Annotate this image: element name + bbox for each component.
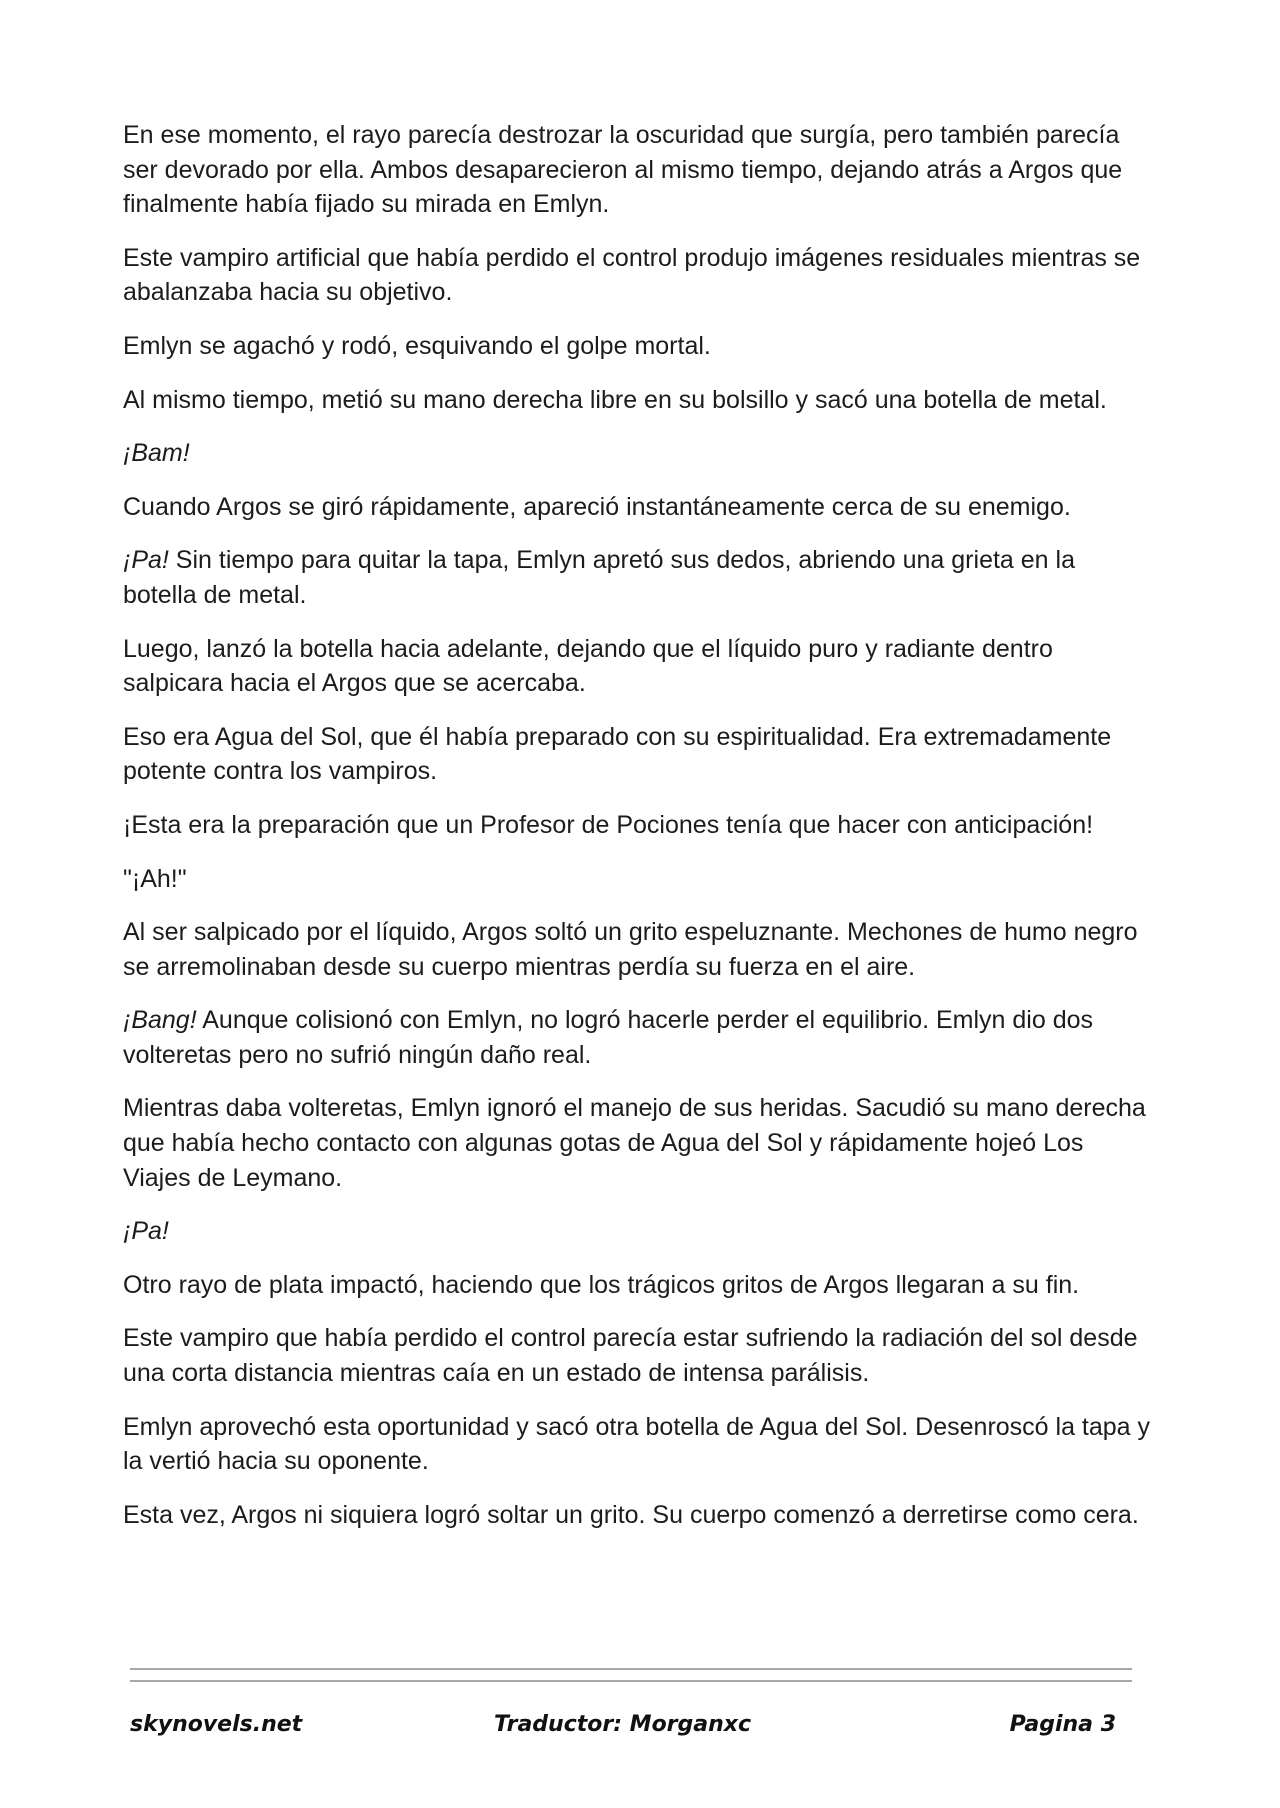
paragraph-12: Al ser salpicado por el líquido, Argos soltó un grito espeluznante. Mechones de humo negro se arremolinaban desde su cuerpo mientras perdía su fuerza en el aire. bbox=[123, 918, 1138, 981]
paragraph-13: ¡Bang! Aunque colisionó con Emlyn, no logró hacerle perder el equilibrio. Emlyn dio dos volteretas pero no sufrió ningún daño real. bbox=[123, 1006, 1094, 1069]
paragraph-8: Luego, lanzó la botella hacia adelante, dejando que el líquido puro y radiante dentro salpicara hacia el Argos que se acercaba. bbox=[123, 634, 1053, 698]
paragraph-1: En ese momento, el rayo parecía destrozar la oscuridad que surgía, pero también parecía ser devorado por ella. Ambos desaparecieron al mismo tiempo, dejando atrás a Argos que finalmente había fijado su mirada en Emlyn. bbox=[123, 121, 1123, 219]
body-text bbox=[123, 118, 1153, 1551]
paragraph-17: Este vampiro que había perdido el control parecía estar sufriendo la radiación del sol desde una corta distancia mientras caía en un estado de intensa parálisis. bbox=[123, 1324, 1138, 1388]
footer-site: skynovels.net bbox=[130, 1712, 303, 1737]
paragraph-19: Esta vez, Argos ni siquiera logró soltar un grito. Su cuerpo comenzó a derretirse como cera. bbox=[123, 1500, 1139, 1529]
footer-translator: Traductor: Morganxc bbox=[494, 1712, 752, 1737]
paragraph-15: ¡Pa! bbox=[123, 1217, 169, 1246]
paragraph-16: Otro rayo de plata impactó, haciendo que los trágicos gritos de Argos llegaran a su fin. bbox=[123, 1270, 1080, 1299]
paragraph-11: "¡Ah!" bbox=[123, 864, 187, 893]
paragraph-14: Mientras daba volteretas, Emlyn ignoró el manejo de sus heridas. Sacudió su mano derecha que había hecho contacto con algunas gotas de Agua del Sol y rápidamente hojeó Los Viajes de Leymano. bbox=[123, 1094, 1146, 1192]
paragraph-2: Este vampiro artificial que había perdido el control produjo imágenes residuales mientras se abalanzaba hacia su objetivo. bbox=[123, 243, 1141, 307]
paragraph-10: ¡Esta era la preparación que un Profesor de Pociones tenía que hacer con anticipación! bbox=[123, 810, 1094, 839]
footer-page-number: Pagina 3 bbox=[1009, 1712, 1116, 1737]
footer-divider-bottom bbox=[130, 1680, 1132, 1682]
footer-divider-top bbox=[130, 1668, 1132, 1670]
paragraph-5: ¡Bam! bbox=[123, 439, 190, 468]
paragraph-18: Emlyn aprovechó esta oportunidad y sacó otra botella de Agua del Sol. Desenroscó la tapa y la vertió hacia su oponente. bbox=[123, 1412, 1151, 1476]
paragraph-9: Eso era Agua del Sol, que él había preparado con su espiritualidad. Era extremadamente potente contra los vampiros. bbox=[123, 722, 1112, 786]
paragraph-7: ¡Pa! Sin tiempo para quitar la tapa, Emlyn apretó sus dedos, abriendo una grieta en la botella de metal. bbox=[123, 546, 1075, 609]
paragraph-6: Cuando Argos se giró rápidamente, apareció instantáneamente cerca de su enemigo. bbox=[123, 492, 1071, 521]
paragraph-3: Emlyn se agachó y rodó, esquivando el golpe mortal. bbox=[123, 331, 711, 360]
paragraph-4: Al mismo tiempo, metió su mano derecha libre en su bolsillo y sacó una botella de metal. bbox=[123, 385, 1107, 414]
